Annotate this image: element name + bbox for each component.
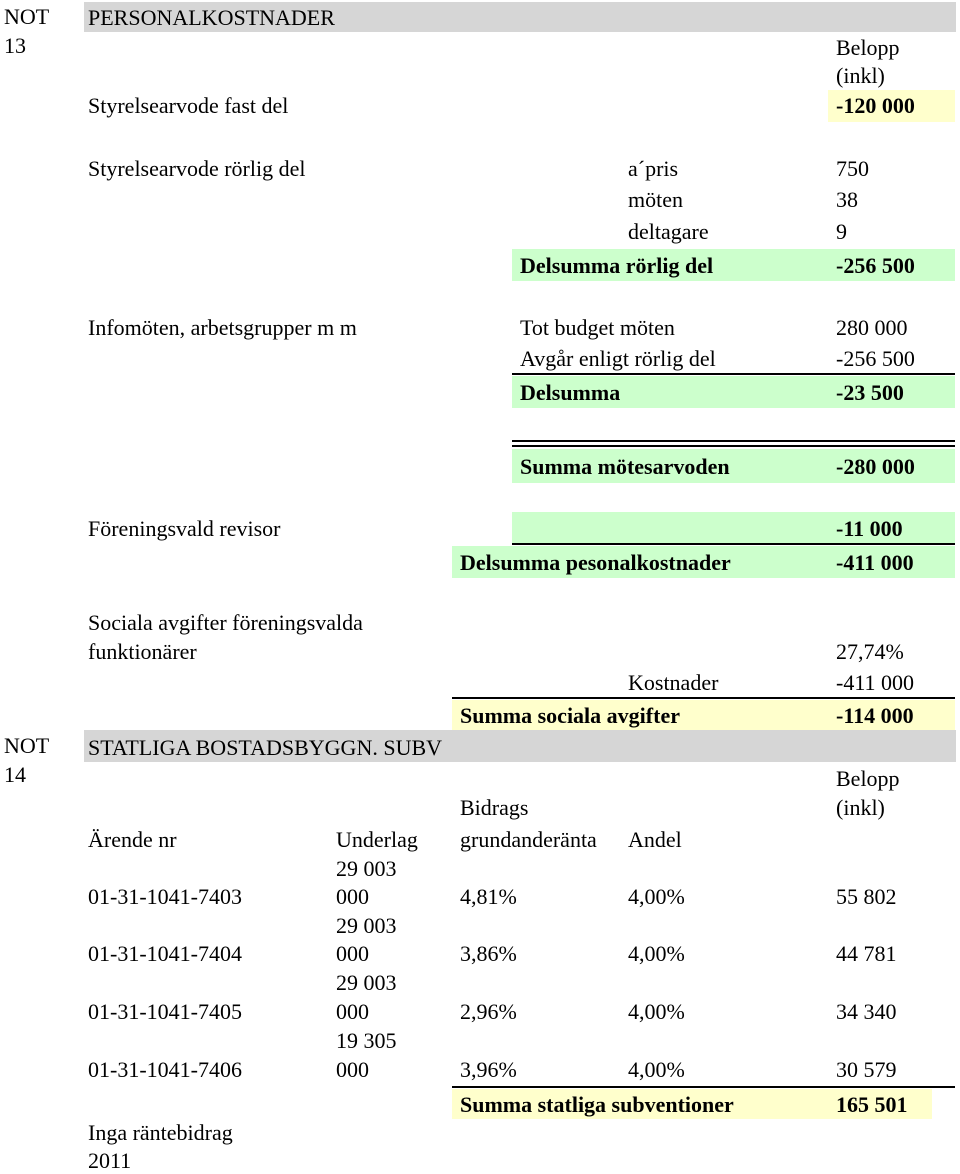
apris-label: a´pris xyxy=(628,156,679,181)
tot-budget-label: Tot budget möten xyxy=(520,315,675,340)
tot-budget-value: 280 000 xyxy=(836,315,908,340)
delsumma-rorlig-label: Delsumma rörlig del xyxy=(520,253,714,278)
row2-ranta: 3,86% xyxy=(460,941,517,966)
row3-underlag-line2: 000 xyxy=(336,999,369,1024)
not13-belopp-header-line1: Belopp xyxy=(836,35,900,60)
rorlig-del-label: Styrelsearvode rörlig del xyxy=(88,156,306,181)
not13-label-line1: NOT xyxy=(4,4,50,29)
not14-belopp-header-line2: (inkl) xyxy=(836,795,885,820)
delsumma-pers-label: Delsumma pesonalkostnader xyxy=(460,550,731,575)
col-header-arende: Ärende nr xyxy=(88,827,177,852)
row3-ranta: 2,96% xyxy=(460,999,517,1024)
row2-arende: 01-31-1041-7404 xyxy=(88,941,242,966)
revisor-value: -11 000 xyxy=(836,516,903,541)
row1-belopp: 55 802 xyxy=(836,884,897,909)
kostnader-value: -411 000 xyxy=(836,670,915,695)
row3-andel: 4,00% xyxy=(628,999,685,1024)
row4-ranta: 3,96% xyxy=(460,1057,517,1082)
not14-belopp-header-line1: Belopp xyxy=(836,766,900,791)
row3-underlag-line1: 29 003 xyxy=(336,970,397,995)
delsumma-rorlig-value: -256 500 xyxy=(836,253,915,278)
summa-motes-value: -280 000 xyxy=(836,454,915,479)
row3-belopp: 34 340 xyxy=(836,999,897,1024)
revisor-label: Föreningsvald revisor xyxy=(88,516,281,541)
infomoten-label: Infomöten, arbetsgrupper m m xyxy=(88,315,357,340)
not14-title: STATLIGA BOSTADSBYGGN. SUBV xyxy=(88,735,443,760)
not14-label-line1: NOT xyxy=(4,733,50,758)
row1-underlag-line1: 29 003 xyxy=(336,856,397,881)
row1-ranta: 4,81% xyxy=(460,884,517,909)
sociala-pct: 27,74% xyxy=(836,639,904,664)
avgar-label: Avgår enligt rörlig del xyxy=(520,346,716,371)
revisor-bottom-rule xyxy=(512,543,955,545)
row4-arende: 01-31-1041-7406 xyxy=(88,1057,242,1082)
row4-andel: 4,00% xyxy=(628,1057,685,1082)
row2-andel: 4,00% xyxy=(628,941,685,966)
row4-belopp: 30 579 xyxy=(836,1057,897,1082)
fast-del-value: -120 000 xyxy=(836,93,915,118)
delsumma-label: Delsumma xyxy=(520,380,621,405)
kostnader-label: Kostnader xyxy=(628,670,719,695)
not13-title: PERSONALKOSTNADER xyxy=(88,5,335,30)
summa-motes-label: Summa mötesarvoden xyxy=(520,454,730,479)
row2-underlag-line1: 29 003 xyxy=(336,913,397,938)
delsumma-value: -23 500 xyxy=(836,380,904,405)
summa-sociala-value: -114 000 xyxy=(836,703,914,728)
col-header-grundranta: grundanderänta xyxy=(460,827,597,852)
not13-belopp-header-line2: (inkl) xyxy=(836,63,885,88)
summa-motes-double-rule-2 xyxy=(512,445,955,447)
apris-value: 750 xyxy=(836,156,869,181)
inga-rantebidrag-line1: Inga räntebidrag xyxy=(88,1120,233,1145)
not14-label-line2: 14 xyxy=(4,762,26,787)
fast-del-label: Styrelsearvode fast del xyxy=(88,93,289,118)
row3-arende: 01-31-1041-7405 xyxy=(88,999,242,1024)
summa-sociala-label: Summa sociala avgifter xyxy=(460,703,680,728)
row4-underlag-line1: 19 305 xyxy=(336,1028,397,1053)
deltagare-value: 9 xyxy=(836,219,847,244)
summa-statliga-value: 165 501 xyxy=(836,1092,908,1117)
summa-motes-double-rule-1 xyxy=(512,440,955,442)
col-header-underlag: Underlag xyxy=(336,827,418,852)
deltagare-label: deltagare xyxy=(628,219,709,244)
row4-underlag-line2: 000 xyxy=(336,1057,369,1082)
bidrags-label: Bidrags xyxy=(460,795,529,820)
summa-statliga-label: Summa statliga subventioner xyxy=(460,1092,734,1117)
inga-rantebidrag-line2: 2011 xyxy=(88,1148,132,1173)
delsumma-pers-value: -411 000 xyxy=(836,550,914,575)
row2-underlag-line2: 000 xyxy=(336,941,369,966)
col-header-andel: Andel xyxy=(628,827,682,852)
row1-underlag-line2: 000 xyxy=(336,884,369,909)
avgar-value: -256 500 xyxy=(836,346,915,371)
row1-arende: 01-31-1041-7403 xyxy=(88,884,242,909)
moten-value: 38 xyxy=(836,187,858,212)
sociala-label-line1: Sociala avgifter föreningsvalda xyxy=(88,610,363,635)
delsumma-top-rule xyxy=(512,373,955,375)
summa-sociala-top-rule xyxy=(452,697,955,699)
row2-belopp: 44 781 xyxy=(836,941,897,966)
summa-statliga-top-rule xyxy=(452,1086,955,1088)
row1-andel: 4,00% xyxy=(628,884,685,909)
not13-label-line2: 13 xyxy=(4,33,26,58)
sociala-label-line2: funktionärer xyxy=(88,639,197,664)
moten-label: möten xyxy=(628,187,683,212)
